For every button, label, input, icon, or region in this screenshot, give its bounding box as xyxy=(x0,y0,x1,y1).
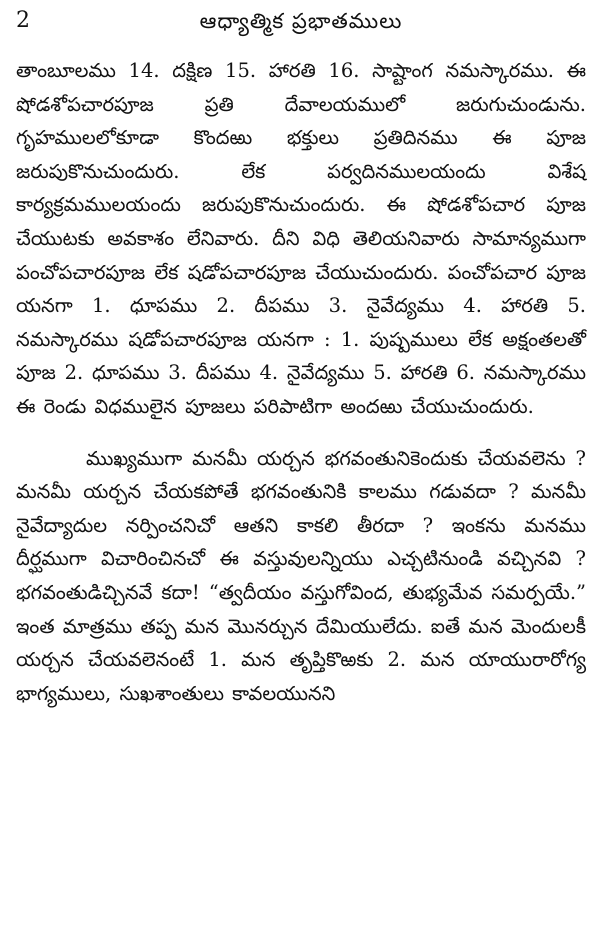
paragraph: తాంబూలము 14. దక్షిణ 15. హారతి 16. సాష్టాంగ నమస్కారము. ఈ షోడశోపచారపూజ ప్రతి దేవాలయములో జరుగుచుండును. గృహములలోకూడా కొందఱు భక్తులు ప్రతిదినము ఈ పూజ జరుపుకొనుచుందురు. లేక పర్వదినములయందు విశేష కార్యక్రమములయందు జరుపుకొనుచుందురు. ఈ షోడశోపచార పూజ చేయుటకు అవకాశం లేనివారు. దీని విధి తెలియనివారు సామాన్యముగా పంచోపచారపూజ లేక షడోపచారపూజ చేయుచుందురు. పంచోపచార పూజ యనగా 1. ధూపము 2. దీపము 3. నైవేద్యము 4. హారతి 5. నమస్కారము షడోపచారపూజ యనగా : 1. పుష్పములు లేక అక్షంతలతో పూజ 2. ధూపము 3. దీపము 4. నైవేద్యము 5. హారతి 6. నమస్కారము ఈ రెండు విధములైన పూజలు పరిపాటిగా అందఱు చేయుచుందురు. xyxy=(16,59,586,418)
page-number: 2 xyxy=(16,8,30,33)
text-body xyxy=(16,54,586,710)
page-header xyxy=(16,6,586,46)
running-title: ఆధ్యాత్మిక ప్రభాతములు xyxy=(199,9,403,33)
paragraph: ముఖ్యముగా మనమీ యర్చన భగవంతునికెందుకు చేయవలెను ? మనమీ యర్చన చేయకపోతే భగవంతునికి కాలము గడువదా ? మనమీ నైవేద్యాదుల నర్పించనిచో ఆతని కాకలి తీరదా ? ఇంకను మనము దీర్ఘముగా విచారించినచో ఈ వస్తువులన్నియు ఎచ్చటినుండి వచ్చినవి ? భగవంతుడిచ్చినవే కదా! “త్వదీయం వస్తుగోవింద, తుభ్యమేవ సమర్పయే.” ఇంత మాత్రము తప్ప మన మొనర్చున దేమియులేదు. ఐతే మన మెందులకీ యర్చన చేయవలెనంటే 1. మన తృప్తికొఱకు 2. మన యాయురారోగ్య భాగ్యములు, సుఖశాంతులు కావలయునని xyxy=(16,446,586,705)
